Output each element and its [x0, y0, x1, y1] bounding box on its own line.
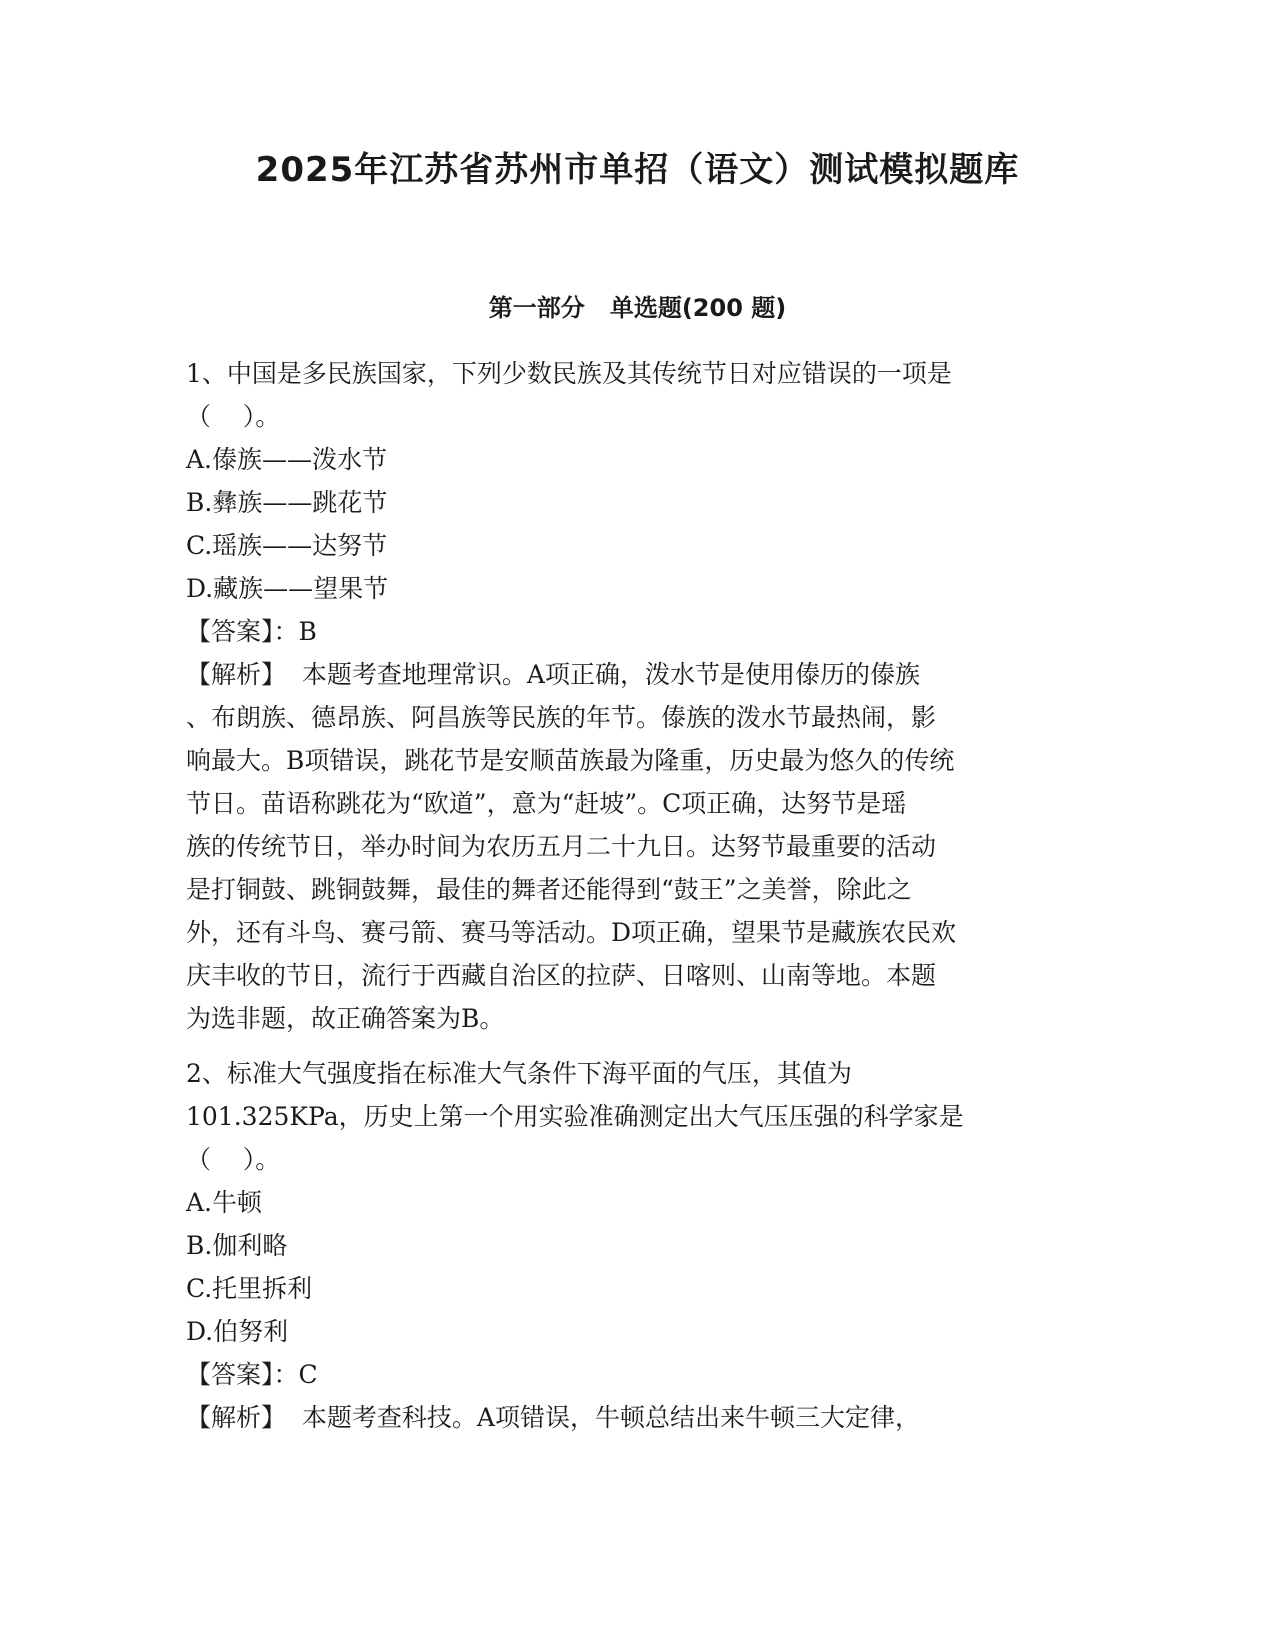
document-title: 2025年江苏省苏州市单招（语文）测试模拟题库 — [255, 150, 1020, 190]
analysis-line: 是打铜鼓、跳铜鼓舞，最佳的舞者还能得到“鼓王”之美誉，除此之 — [186, 875, 912, 904]
question-stem-line: （ ）。 — [186, 1145, 281, 1174]
answer-line: 【答案】：C — [186, 1360, 318, 1389]
question-2 — [186, 1052, 1086, 1439]
question-stem-line: 2、标准大气强度指在标准大气条件下海平面的气压，其值为 — [186, 1059, 852, 1088]
option-a: A.牛顿 — [186, 1188, 263, 1217]
question-1 — [186, 352, 1086, 1040]
question-spacer — [186, 1040, 1086, 1052]
option-a: A.傣族——泼水节 — [186, 445, 388, 474]
analysis-line: 【解析】 本题考查科技。A项错误，牛顿总结出来牛顿三大定律， — [186, 1403, 920, 1432]
document-body — [186, 352, 1086, 1439]
option-c: C.瑶族——达努节 — [186, 531, 388, 560]
question-stem-line: 1、中国是多民族国家，下列少数民族及其传统节日对应错误的一项是 — [186, 359, 952, 388]
analysis-line: 为选非题，故正确答案为B。 — [186, 1004, 505, 1033]
analysis-line: 、布朗族、德昂族、阿昌族等民族的年节。傣族的泼水节最热闹，影 — [186, 703, 937, 732]
analysis-line: 节日。苗语称跳花为“欧道”，意为“赶坡”。C项正确，达努节是瑶 — [186, 789, 907, 818]
analysis-line: 外，还有斗鸟、赛弓箭、赛马等活动。D项正确，望果节是藏族农民欢 — [186, 918, 957, 947]
analysis-line: 族的传统节日，举办时间为农历五月二十九日。达努节最重要的活动 — [186, 832, 937, 861]
option-d: D.藏族——望果节 — [186, 574, 389, 603]
question-stem-line: 101.325KPa，历史上第一个用实验准确测定出大气压压强的科学家是 — [186, 1102, 964, 1131]
question-stem-line: （ ）。 — [186, 402, 281, 431]
option-b: B.伽利略 — [186, 1231, 288, 1260]
analysis-line: 庆丰收的节日，流行于西藏自治区的拉萨、日喀则、山南等地。本题 — [186, 961, 937, 990]
answer-line: 【答案】：B — [186, 617, 317, 646]
section-title: 第一部分 单选题(200 题) — [488, 294, 787, 322]
option-b: B.彝族——跳花节 — [186, 488, 388, 517]
analysis-line: 响最大。B项错误，跳花节是安顺苗族最为隆重，历史最为悠久的传统 — [186, 746, 955, 775]
option-c: C.托里拆利 — [186, 1274, 313, 1303]
option-d: D.伯努利 — [186, 1317, 289, 1346]
analysis-line: 【解析】 本题考查地理常识。A项正确，泼水节是使用傣历的傣族 — [186, 660, 920, 689]
